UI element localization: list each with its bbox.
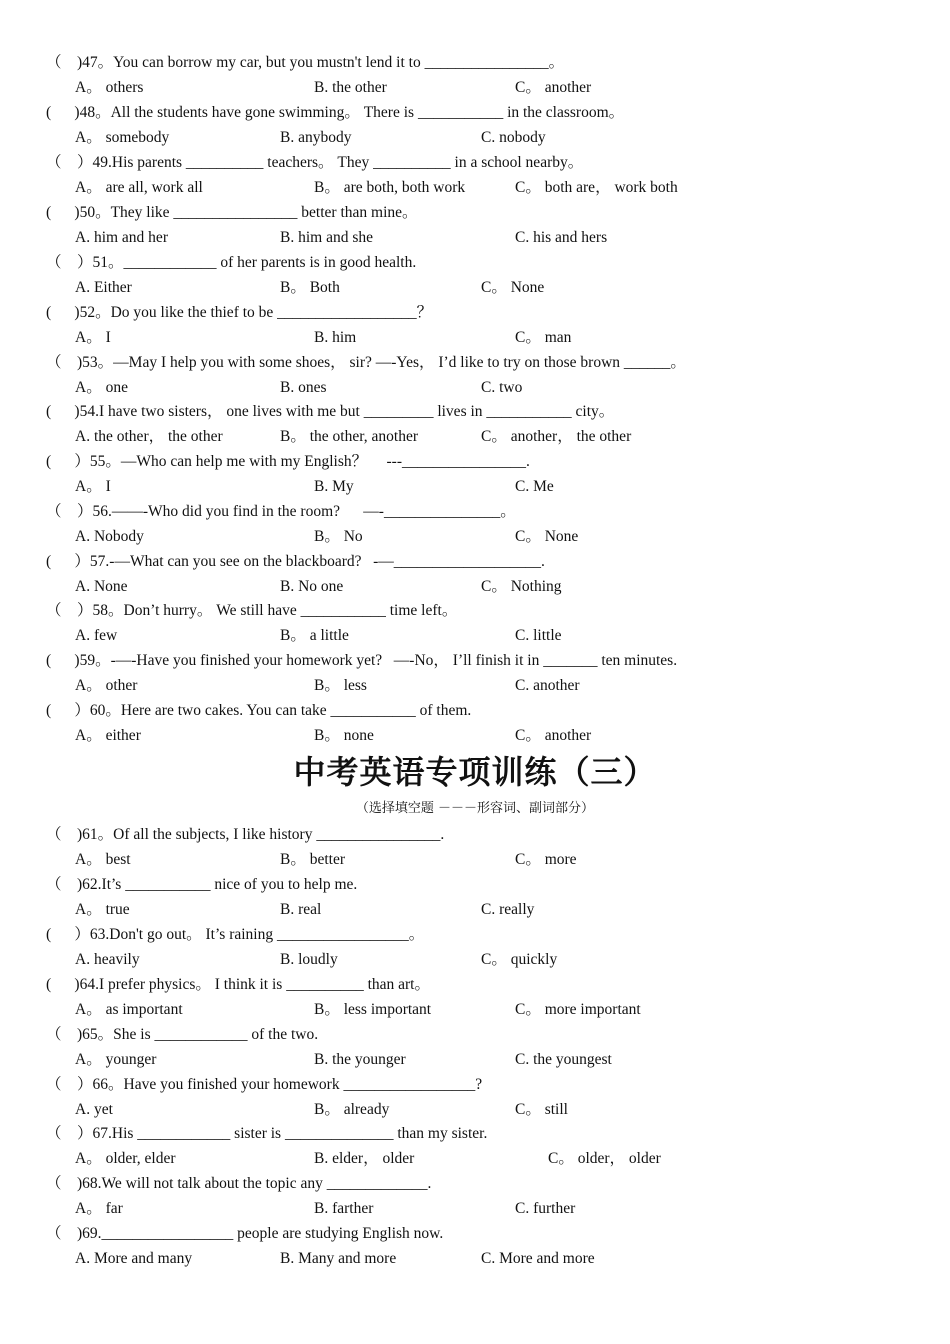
question-stem: （ ）67.His ____________ sister is ______________ than my sister. xyxy=(46,1125,488,1142)
option-row xyxy=(0,900,950,920)
answer-option-c: C。 another， the other xyxy=(481,428,632,445)
answer-option-b: B. No one xyxy=(280,578,344,595)
question-stem: ( )59。-—-Have you finished your homework yet? —-No， I’ll finish it in _______ ten minutes. xyxy=(46,652,678,669)
answer-option-a: A。 somebody xyxy=(75,129,170,146)
answer-option-c: C. nobody xyxy=(481,129,546,146)
question-stem: （ )62.It’s ___________ nice of you to help me. xyxy=(46,876,358,893)
answer-option-c: C. the youngest xyxy=(515,1051,612,1068)
section-subtitle: （选择填空题 －－－形容词、副词部分） xyxy=(355,801,595,816)
answer-option-b: B。 none xyxy=(314,727,374,744)
answer-option-b: B. farther xyxy=(314,1200,374,1217)
option-row xyxy=(0,850,950,870)
question-stem: （ ）49.His parents __________ teachers。 They __________ in a school nearby。 xyxy=(46,154,584,171)
answer-option-a: A。 older, elder xyxy=(75,1150,176,1167)
option-row xyxy=(0,228,950,248)
question-stem: ( ）63.Don't go out。 It’s raining _________________。 xyxy=(46,926,425,943)
answer-option-a: A。 other xyxy=(75,677,138,694)
section-title: 中考英语专项训练（三） xyxy=(293,753,657,791)
answer-option-a: A。 others xyxy=(75,79,144,96)
answer-option-a: A. Either xyxy=(75,279,132,296)
question-stem: （ )61。Of all the subjects, I like history ________________. xyxy=(46,826,445,843)
answer-option-b: B. real xyxy=(280,901,322,918)
answer-option-a: A。 one xyxy=(75,379,128,396)
answer-option-c: C。 another xyxy=(515,79,592,96)
answer-option-b: B. Many and more xyxy=(280,1250,397,1267)
answer-option-b: B. loudly xyxy=(280,951,338,968)
answer-option-b: B。 Both xyxy=(280,279,340,296)
answer-option-c: C。 more important xyxy=(515,1001,641,1018)
question-stem: （ )69._________________ people are studying English now. xyxy=(46,1225,444,1242)
question-stem: ( )64.I prefer physics。 I think it is __________ than art。 xyxy=(46,976,430,993)
answer-option-c: C. his and hers xyxy=(515,229,608,246)
answer-option-c: C。 both are， work both xyxy=(515,179,678,196)
answer-option-a: A. the other， the other xyxy=(75,428,223,445)
answer-option-c: C. More and more xyxy=(481,1250,595,1267)
answer-option-a: A。 I xyxy=(75,478,111,495)
answer-option-c: C。 quickly xyxy=(481,951,558,968)
answer-option-b: B。 less xyxy=(314,677,367,694)
answer-option-b: B. elder， older xyxy=(314,1150,415,1167)
answer-option-b: B. him and she xyxy=(280,229,373,246)
option-row xyxy=(0,626,950,646)
answer-option-a: A. More and many xyxy=(75,1250,193,1267)
answer-option-c: C。 older， older xyxy=(548,1150,661,1167)
answer-option-b: B。 less important xyxy=(314,1001,432,1018)
answer-option-a: A。 I xyxy=(75,329,111,346)
answer-option-c: C。 another xyxy=(515,727,592,744)
answer-option-b: B. him xyxy=(314,329,357,346)
option-row xyxy=(0,1050,950,1070)
answer-option-c: C。 None xyxy=(515,528,579,545)
answer-option-a: A. heavily xyxy=(75,951,140,968)
option-row xyxy=(0,1100,950,1120)
option-row xyxy=(0,78,950,98)
answer-option-b: B。 are both, both work xyxy=(314,179,466,196)
answer-option-a: A. few xyxy=(75,627,118,644)
option-row xyxy=(0,1149,950,1169)
question-stem: ( )48。All the students have gone swimming。 There is ___________ in the classroom。 xyxy=(46,104,625,121)
option-row xyxy=(0,950,950,970)
answer-option-c: C。 None xyxy=(481,279,545,296)
question-stem: ( )54.I have two sisters， one lives with me but _________ lives in ___________ city。 xyxy=(46,403,615,420)
option-row xyxy=(0,1199,950,1219)
question-stem: ( )52。Do you like the thief to be __________________？ xyxy=(46,304,433,321)
answer-option-c: C. another xyxy=(515,677,580,694)
answer-option-b: B. ones xyxy=(280,379,327,396)
question-stem: （ ）66。Have you finished your homework _________________? xyxy=(46,1076,483,1093)
answer-option-a: A。 far xyxy=(75,1200,123,1217)
option-row xyxy=(0,378,950,398)
answer-option-c: C. little xyxy=(515,627,562,644)
option-row xyxy=(0,278,950,298)
answer-option-a: A. None xyxy=(75,578,128,595)
answer-option-a: A。 are all, work all xyxy=(75,179,203,196)
question-stem: （ ）56.——-Who did you find in the room? —-_______________。 xyxy=(46,503,516,520)
question-stem: ( ）57.-—What can you see on the blackboard? -—___________________. xyxy=(46,553,545,570)
answer-option-a: A。 best xyxy=(75,851,131,868)
answer-option-b: B. the other xyxy=(314,79,387,96)
answer-option-c: C. two xyxy=(481,379,523,396)
answer-option-a: A。 true xyxy=(75,901,130,918)
answer-option-c: C。 more xyxy=(515,851,577,868)
answer-option-b: B. anybody xyxy=(280,129,352,146)
option-row xyxy=(0,1249,950,1269)
option-row xyxy=(0,577,950,597)
answer-option-c: C. Me xyxy=(515,478,554,495)
answer-option-b: B. the younger xyxy=(314,1051,406,1068)
question-stem: （ )47。You can borrow my car, but you mustn't lend it to ________________。 xyxy=(46,54,565,71)
question-stem: （ )53。—May I help you with some shoes， sir? —-Yes， I’d like to try on those brown ______。 xyxy=(46,354,686,371)
answer-option-c: C。 Nothing xyxy=(481,578,562,595)
answer-option-a: A. Nobody xyxy=(75,528,144,545)
option-row xyxy=(0,726,950,746)
question-stem: ( ）60。Here are two cakes. You can take ___________ of them. xyxy=(46,702,472,719)
option-row xyxy=(0,527,950,547)
answer-option-b: B。 the other, another xyxy=(280,428,418,445)
question-stem: （ ）58。Don’t hurry。 We still have ___________ time left。 xyxy=(46,602,458,619)
answer-option-c: C。 man xyxy=(515,329,572,346)
answer-option-c: C。 still xyxy=(515,1101,568,1118)
answer-option-b: B。 already xyxy=(314,1101,390,1118)
option-row xyxy=(0,1000,950,1020)
answer-option-b: B。 better xyxy=(280,851,345,868)
option-row xyxy=(0,477,950,497)
option-row xyxy=(0,328,950,348)
question-stem: ( )50。They like ________________ better than mine。 xyxy=(46,204,418,221)
answer-option-b: B. My xyxy=(314,478,354,495)
answer-option-a: A. him and her xyxy=(75,229,168,246)
question-stem: （ )65。She is ____________ of the two. xyxy=(46,1026,319,1043)
question-stem: （ ）51。____________ of her parents is in good health. xyxy=(46,254,417,271)
answer-option-a: A。 younger xyxy=(75,1051,157,1068)
option-row xyxy=(0,178,950,198)
option-row xyxy=(0,427,950,447)
question-stem: （ )68.We will not talk about the topic any _____________. xyxy=(46,1175,432,1192)
answer-option-c: C. further xyxy=(515,1200,576,1217)
answer-option-a: A。 as important xyxy=(75,1001,183,1018)
question-stem: ( ）55。—Who can help me with my English？ ---________________. xyxy=(46,453,530,470)
answer-option-b: B。 a little xyxy=(280,627,349,644)
option-row xyxy=(0,128,950,148)
answer-option-a: A。 either xyxy=(75,727,141,744)
answer-option-a: A. yet xyxy=(75,1101,113,1118)
answer-option-b: B。 No xyxy=(314,528,363,545)
answer-option-c: C. really xyxy=(481,901,535,918)
option-row xyxy=(0,676,950,696)
